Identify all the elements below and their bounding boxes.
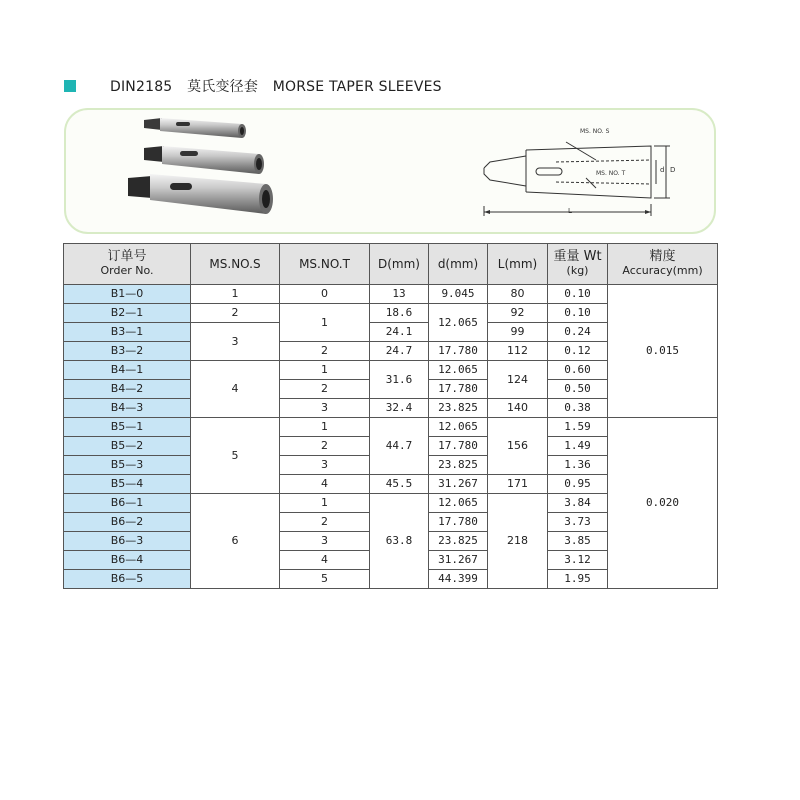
order-cell: B4—1 — [64, 361, 191, 380]
ms-s-cell: 6 — [191, 494, 280, 589]
weight-cell: 0.24 — [548, 323, 608, 342]
header-ms-s: MS.NO.S — [191, 244, 280, 285]
d-small-cell: 17.780 — [429, 437, 488, 456]
header-d-small: d(mm) — [429, 244, 488, 285]
d-large-cell: 24.7 — [370, 342, 429, 361]
length-cell: 80 — [488, 285, 548, 304]
d-large-cell: 24.1 — [370, 323, 429, 342]
length-cell: 99 — [488, 323, 548, 342]
length-cell: 218 — [488, 494, 548, 589]
length-cell: 156 — [488, 418, 548, 475]
d-small-cell: 17.780 — [429, 513, 488, 532]
drawing-label-ms-s: MS. NO. S — [580, 128, 610, 135]
ms-t-cell: 2 — [280, 342, 370, 361]
ms-t-cell: 1 — [280, 494, 370, 513]
length-cell: 92 — [488, 304, 548, 323]
order-cell: B4—3 — [64, 399, 191, 418]
weight-cell: 0.95 — [548, 475, 608, 494]
ms-s-cell: 3 — [191, 323, 280, 361]
order-cell: B3—2 — [64, 342, 191, 361]
header-accuracy: 精度 Accuracy(mm) — [608, 244, 718, 285]
ms-s-cell: 2 — [191, 304, 280, 323]
header-ms-t: MS.NO.T — [280, 244, 370, 285]
weight-cell: 1.49 — [548, 437, 608, 456]
length-cell: 140 — [488, 399, 548, 418]
drawing-label-l: L — [568, 207, 572, 215]
weight-cell: 0.38 — [548, 399, 608, 418]
ms-t-cell: 2 — [280, 380, 370, 399]
weight-cell: 3.85 — [548, 532, 608, 551]
table-row — [64, 418, 718, 437]
drawing-label-d-small: d — [660, 166, 665, 174]
d-large-cell: 13 — [370, 285, 429, 304]
header-length: L(mm) — [488, 244, 548, 285]
order-cell: B5—4 — [64, 475, 191, 494]
header-weight: 重量 Wt (kg) — [548, 244, 608, 285]
length-cell: 124 — [488, 361, 548, 399]
d-small-cell: 17.780 — [429, 380, 488, 399]
order-cell: B2—1 — [64, 304, 191, 323]
d-small-cell: 44.399 — [429, 570, 488, 589]
length-cell: 171 — [488, 475, 548, 494]
ms-t-cell: 0 — [280, 285, 370, 304]
weight-cell: 0.50 — [548, 380, 608, 399]
length-cell: 112 — [488, 342, 548, 361]
ms-t-cell: 4 — [280, 551, 370, 570]
d-large-cell: 31.6 — [370, 361, 429, 399]
d-large-cell: 63.8 — [370, 494, 429, 589]
ms-t-cell: 5 — [280, 570, 370, 589]
weight-cell: 3.12 — [548, 551, 608, 570]
order-cell: B6—1 — [64, 494, 191, 513]
d-small-cell: 9.045 — [429, 285, 488, 304]
ms-t-cell: 2 — [280, 513, 370, 532]
weight-cell: 3.84 — [548, 494, 608, 513]
d-small-cell: 12.065 — [429, 361, 488, 380]
ms-t-cell: 2 — [280, 437, 370, 456]
weight-cell: 1.95 — [548, 570, 608, 589]
illustration-panel — [64, 108, 716, 234]
ms-t-cell: 1 — [280, 361, 370, 380]
weight-cell: 3.73 — [548, 513, 608, 532]
d-small-cell: 12.065 — [429, 418, 488, 437]
technical-drawing — [466, 120, 706, 228]
drawing-label-d-large: D — [670, 166, 676, 174]
weight-cell: 1.36 — [548, 456, 608, 475]
weight-cell: 1.59 — [548, 418, 608, 437]
table-row — [64, 285, 718, 304]
order-cell: B5—3 — [64, 456, 191, 475]
spec-table — [63, 243, 718, 589]
header-d-large: D(mm) — [370, 244, 429, 285]
ms-t-cell: 3 — [280, 532, 370, 551]
d-large-cell: 44.7 — [370, 418, 429, 475]
ms-t-cell: 4 — [280, 475, 370, 494]
d-small-cell: 12.065 — [429, 304, 488, 342]
table-header-row — [64, 244, 718, 285]
ms-t-cell: 3 — [280, 456, 370, 475]
d-large-cell: 45.5 — [370, 475, 429, 494]
sleeve-large-icon — [128, 174, 273, 214]
d-small-cell: 31.267 — [429, 551, 488, 570]
d-small-cell: 23.825 — [429, 532, 488, 551]
ms-s-cell: 4 — [191, 361, 280, 418]
title-english: MORSE TAPER SLEEVES — [272, 79, 442, 95]
weight-cell: 0.10 — [548, 304, 608, 323]
ms-t-cell: 1 — [280, 418, 370, 437]
d-large-cell: 18.6 — [370, 304, 429, 323]
sleeve-medium-icon — [144, 146, 264, 174]
d-small-cell: 23.825 — [429, 399, 488, 418]
order-cell: B6—5 — [64, 570, 191, 589]
d-small-cell: 23.825 — [429, 456, 488, 475]
d-large-cell: 32.4 — [370, 399, 429, 418]
accuracy-cell: 0.020 — [608, 418, 718, 589]
order-cell: B3—1 — [64, 323, 191, 342]
title-chinese: 莫氏变径套 — [187, 79, 259, 95]
order-cell: B6—2 — [64, 513, 191, 532]
accuracy-cell: 0.015 — [608, 285, 718, 418]
order-cell: B6—3 — [64, 532, 191, 551]
title-code: DIN2185 — [110, 79, 173, 95]
sleeve-small-icon — [144, 118, 246, 138]
title-square-icon — [64, 80, 76, 92]
ms-t-cell: 3 — [280, 399, 370, 418]
ms-s-cell: 1 — [191, 285, 280, 304]
drawing-label-ms-t: MS. NO. T — [596, 170, 626, 177]
order-cell: B5—1 — [64, 418, 191, 437]
d-small-cell: 17.780 — [429, 342, 488, 361]
order-cell: B5—2 — [64, 437, 191, 456]
order-cell: B6—4 — [64, 551, 191, 570]
weight-cell: 0.12 — [548, 342, 608, 361]
weight-cell: 0.10 — [548, 285, 608, 304]
header-order: 订单号 Order No. — [64, 244, 191, 285]
weight-cell: 0.60 — [548, 361, 608, 380]
order-cell: B4—2 — [64, 380, 191, 399]
ms-t-cell: 1 — [280, 304, 370, 342]
d-small-cell: 31.267 — [429, 475, 488, 494]
sleeves-photo — [124, 110, 354, 230]
order-cell: B1—0 — [64, 285, 191, 304]
page-title — [64, 76, 452, 96]
ms-s-cell: 5 — [191, 418, 280, 494]
d-small-cell: 12.065 — [429, 494, 488, 513]
